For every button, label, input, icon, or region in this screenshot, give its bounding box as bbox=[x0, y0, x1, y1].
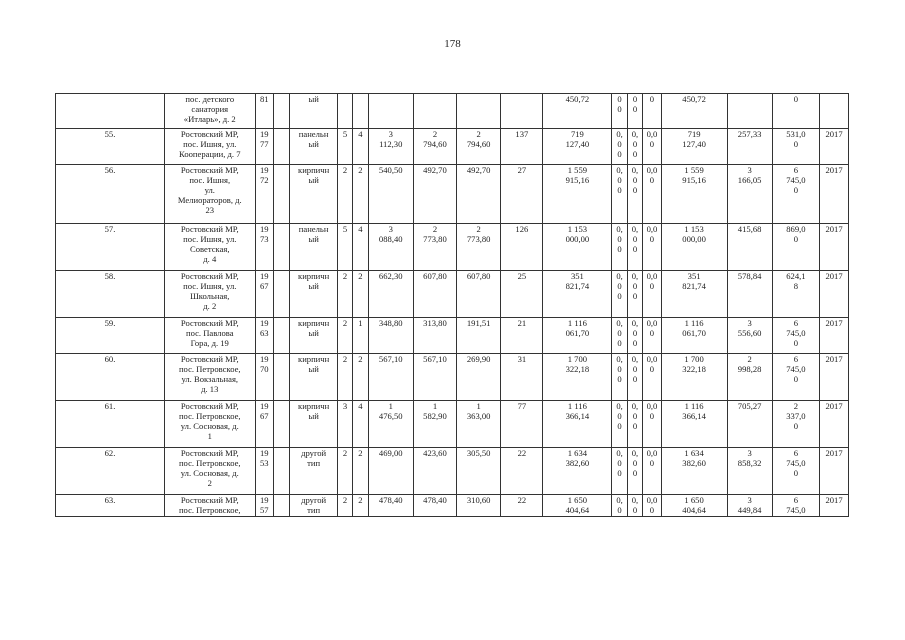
wall-material-cell: кирпичн ый bbox=[290, 271, 337, 318]
total-area-cell: 3 112,30 bbox=[368, 129, 413, 165]
cost-regional-cell: 0, 0 0 bbox=[627, 165, 642, 224]
cost-owners-cell: 450,72 bbox=[661, 94, 727, 129]
living-area-cell: 313,80 bbox=[413, 318, 456, 354]
private-area-cell: 191,51 bbox=[457, 318, 501, 354]
cost-total-cell: 351 821,74 bbox=[543, 271, 612, 318]
cost-owners-cell: 351 821,74 bbox=[661, 271, 727, 318]
blank-cell bbox=[274, 448, 290, 495]
blank-cell bbox=[274, 94, 290, 129]
wall-material-cell: кирпичн ый bbox=[290, 401, 337, 448]
blank-cell bbox=[274, 224, 290, 271]
residents-cell: 137 bbox=[501, 129, 543, 165]
entrances-cell: 4 bbox=[353, 401, 368, 448]
private-area-cell: 269,90 bbox=[457, 354, 501, 401]
entrances-cell: 4 bbox=[353, 224, 368, 271]
row-number: 57. bbox=[56, 224, 165, 271]
entrances-cell: 2 bbox=[353, 271, 368, 318]
total-area-cell: 540,50 bbox=[368, 165, 413, 224]
blank-cell bbox=[274, 495, 290, 517]
address-cell: пос. детского санатория «Итларь», д. 2 bbox=[165, 94, 256, 129]
private-area-cell: 607,80 bbox=[457, 271, 501, 318]
entrances-cell: 4 bbox=[353, 129, 368, 165]
cost-regional-cell: 0, 0 0 bbox=[627, 448, 642, 495]
floors-cell: 3 bbox=[337, 401, 352, 448]
private-area-cell: 310,60 bbox=[457, 495, 501, 517]
floors-cell: 2 bbox=[337, 495, 352, 517]
cost-limit-cell: 0 bbox=[772, 94, 819, 129]
table-row bbox=[56, 318, 849, 354]
address-cell: Ростовский МР, пос. Ишня, ул. Советская, д. 4 bbox=[165, 224, 256, 271]
cost-local-cell: 0,0 0 bbox=[643, 495, 662, 517]
cost-per-sqm-cell: 257,33 bbox=[727, 129, 772, 165]
address-cell: Ростовский МР, пос. Петровское, ул. Сосновая, д. 2 bbox=[165, 448, 256, 495]
private-area-cell: 2 773,80 bbox=[457, 224, 501, 271]
cost-limit-cell: 6 745,0 0 bbox=[772, 165, 819, 224]
completion-year-cell: 2017 bbox=[820, 165, 849, 224]
living-area-cell: 2 794,60 bbox=[413, 129, 456, 165]
cost-regional-cell: 0, 0 0 bbox=[627, 129, 642, 165]
page-number: 178 bbox=[444, 38, 461, 50]
cost-regional-cell: 0, 0 0 bbox=[627, 271, 642, 318]
cost-limit-cell: 2 337,0 0 bbox=[772, 401, 819, 448]
cost-limit-cell: 624,1 8 bbox=[772, 271, 819, 318]
entrances-cell bbox=[353, 94, 368, 129]
row-number: 62. bbox=[56, 448, 165, 495]
blank-cell bbox=[274, 354, 290, 401]
completion-year-cell: 2017 bbox=[820, 401, 849, 448]
cost-local-cell: 0 bbox=[643, 94, 662, 129]
cost-per-sqm-cell: 2 998,28 bbox=[727, 354, 772, 401]
cost-federal-cell: 0, 0 0 bbox=[612, 401, 627, 448]
blank-cell bbox=[274, 165, 290, 224]
floors-cell: 5 bbox=[337, 129, 352, 165]
cost-per-sqm-cell: 3 858,32 bbox=[727, 448, 772, 495]
cost-regional-cell: 0, 0 bbox=[627, 495, 642, 517]
residents-cell: 25 bbox=[501, 271, 543, 318]
cost-per-sqm-cell bbox=[727, 94, 772, 129]
residents-cell: 21 bbox=[501, 318, 543, 354]
completion-year-cell: 2017 bbox=[820, 318, 849, 354]
cost-per-sqm-cell: 578,84 bbox=[727, 271, 772, 318]
year-cell: 19 53 bbox=[255, 448, 274, 495]
year-cell: 19 70 bbox=[255, 354, 274, 401]
cost-regional-cell: 0, 0 0 bbox=[627, 318, 642, 354]
blank-cell bbox=[274, 129, 290, 165]
cost-limit-cell: 6 745,0 bbox=[772, 495, 819, 517]
living-area-cell: 2 773,80 bbox=[413, 224, 456, 271]
residents-cell: 22 bbox=[501, 448, 543, 495]
residents-cell: 77 bbox=[501, 401, 543, 448]
floors-cell: 2 bbox=[337, 354, 352, 401]
cost-federal-cell: 0, 0 0 bbox=[612, 448, 627, 495]
living-area-cell: 423,60 bbox=[413, 448, 456, 495]
private-area-cell: 305,50 bbox=[457, 448, 501, 495]
address-cell: Ростовский МР, пос. Ишня, ул. Школьная, д. 2 bbox=[165, 271, 256, 318]
residents-cell: 31 bbox=[501, 354, 543, 401]
wall-material-cell: кирпичн ый bbox=[290, 318, 337, 354]
entrances-cell: 2 bbox=[353, 165, 368, 224]
living-area-cell: 492,70 bbox=[413, 165, 456, 224]
cost-per-sqm-cell: 3 449,84 bbox=[727, 495, 772, 517]
floors-cell: 2 bbox=[337, 318, 352, 354]
blank-cell bbox=[274, 318, 290, 354]
year-cell: 19 67 bbox=[255, 271, 274, 318]
cost-total-cell: 1 153 000,00 bbox=[543, 224, 612, 271]
row-number: 59. bbox=[56, 318, 165, 354]
row-number: 60. bbox=[56, 354, 165, 401]
address-cell: Ростовский МР, пос. Ишня, ул. Мелиораторов, д. 23 bbox=[165, 165, 256, 224]
cost-federal-cell: 0 0 bbox=[612, 94, 627, 129]
table-row bbox=[56, 224, 849, 271]
floors-cell: 2 bbox=[337, 165, 352, 224]
row-number: 55. bbox=[56, 129, 165, 165]
year-cell: 19 77 bbox=[255, 129, 274, 165]
cost-local-cell: 0,0 0 bbox=[643, 224, 662, 271]
wall-material-cell: другой тип bbox=[290, 495, 337, 517]
completion-year-cell: 2017 bbox=[820, 271, 849, 318]
cost-regional-cell: 0, 0 0 bbox=[627, 224, 642, 271]
table-row bbox=[56, 129, 849, 165]
address-cell: Ростовский МР, пос. Петровское, ул. Вокзальная, д. 13 bbox=[165, 354, 256, 401]
cost-regional-cell: 0, 0 0 bbox=[627, 401, 642, 448]
housing-registry-table bbox=[55, 93, 849, 517]
total-area-cell: 478,40 bbox=[368, 495, 413, 517]
cost-local-cell: 0,0 0 bbox=[643, 318, 662, 354]
cost-total-cell: 1 650 404,64 bbox=[543, 495, 612, 517]
table-row bbox=[56, 448, 849, 495]
living-area-cell bbox=[413, 94, 456, 129]
total-area-cell: 3 088,40 bbox=[368, 224, 413, 271]
entrances-cell: 2 bbox=[353, 354, 368, 401]
address-cell: Ростовский МР, пос. Петровское, ул. Сосновая, д. 1 bbox=[165, 401, 256, 448]
wall-material-cell: другой тип bbox=[290, 448, 337, 495]
cost-local-cell: 0,0 0 bbox=[643, 271, 662, 318]
residents-cell: 22 bbox=[501, 495, 543, 517]
cost-per-sqm-cell: 415,68 bbox=[727, 224, 772, 271]
cost-local-cell: 0,0 0 bbox=[643, 448, 662, 495]
address-cell: Ростовский МР, пос. Павлова Гора, д. 19 bbox=[165, 318, 256, 354]
residents-cell bbox=[501, 94, 543, 129]
cost-local-cell: 0,0 0 bbox=[643, 129, 662, 165]
cost-limit-cell: 531,0 0 bbox=[772, 129, 819, 165]
year-cell: 19 57 bbox=[255, 495, 274, 517]
cost-total-cell: 450,72 bbox=[543, 94, 612, 129]
blank-cell bbox=[274, 271, 290, 318]
private-area-cell: 1 363,00 bbox=[457, 401, 501, 448]
address-cell: Ростовский МР, пос. Ишня, ул. Кооперации, д. 7 bbox=[165, 129, 256, 165]
table-row bbox=[56, 354, 849, 401]
year-cell: 19 73 bbox=[255, 224, 274, 271]
cost-federal-cell: 0, 0 0 bbox=[612, 165, 627, 224]
residents-cell: 126 bbox=[501, 224, 543, 271]
floors-cell: 2 bbox=[337, 271, 352, 318]
floors-cell: 2 bbox=[337, 448, 352, 495]
row-number: 56. bbox=[56, 165, 165, 224]
cost-owners-cell: 1 559 915,16 bbox=[661, 165, 727, 224]
year-cell: 19 67 bbox=[255, 401, 274, 448]
table-row bbox=[56, 495, 849, 517]
cost-federal-cell: 0, 0 bbox=[612, 495, 627, 517]
cost-federal-cell: 0, 0 0 bbox=[612, 318, 627, 354]
completion-year-cell: 2017 bbox=[820, 448, 849, 495]
cost-limit-cell: 6 745,0 0 bbox=[772, 448, 819, 495]
cost-total-cell: 1 700 322,18 bbox=[543, 354, 612, 401]
cost-total-cell: 1 116 061,70 bbox=[543, 318, 612, 354]
wall-material-cell: панельн ый bbox=[290, 224, 337, 271]
floors-cell: 5 bbox=[337, 224, 352, 271]
table-row bbox=[56, 94, 849, 129]
year-cell: 19 72 bbox=[255, 165, 274, 224]
cost-owners-cell: 719 127,40 bbox=[661, 129, 727, 165]
cost-limit-cell: 869,0 0 bbox=[772, 224, 819, 271]
cost-local-cell: 0,0 0 bbox=[643, 354, 662, 401]
row-number: 63. bbox=[56, 495, 165, 517]
cost-limit-cell: 6 745,0 0 bbox=[772, 354, 819, 401]
living-area-cell: 607,80 bbox=[413, 271, 456, 318]
cost-regional-cell: 0 0 bbox=[627, 94, 642, 129]
cost-owners-cell: 1 116 061,70 bbox=[661, 318, 727, 354]
residents-cell: 27 bbox=[501, 165, 543, 224]
entrances-cell: 2 bbox=[353, 448, 368, 495]
cost-federal-cell: 0, 0 0 bbox=[612, 354, 627, 401]
living-area-cell: 1 582,90 bbox=[413, 401, 456, 448]
total-area-cell: 469,00 bbox=[368, 448, 413, 495]
address-cell: Ростовский МР, пос. Петровское, bbox=[165, 495, 256, 517]
wall-material-cell: ый bbox=[290, 94, 337, 129]
cost-total-cell: 1 116 366,14 bbox=[543, 401, 612, 448]
blank-cell bbox=[274, 401, 290, 448]
total-area-cell: 1 476,50 bbox=[368, 401, 413, 448]
cost-owners-cell: 1 650 404,64 bbox=[661, 495, 727, 517]
cost-limit-cell: 6 745,0 0 bbox=[772, 318, 819, 354]
wall-material-cell: кирпичн ый bbox=[290, 354, 337, 401]
year-cell: 81 bbox=[255, 94, 274, 129]
floors-cell bbox=[337, 94, 352, 129]
living-area-cell: 478,40 bbox=[413, 495, 456, 517]
cost-owners-cell: 1 153 000,00 bbox=[661, 224, 727, 271]
wall-material-cell: панельн ый bbox=[290, 129, 337, 165]
total-area-cell: 567,10 bbox=[368, 354, 413, 401]
year-cell: 19 63 bbox=[255, 318, 274, 354]
living-area-cell: 567,10 bbox=[413, 354, 456, 401]
total-area-cell: 662,30 bbox=[368, 271, 413, 318]
row-number: 61. bbox=[56, 401, 165, 448]
private-area-cell bbox=[457, 94, 501, 129]
completion-year-cell: 2017 bbox=[820, 354, 849, 401]
row-number bbox=[56, 94, 165, 129]
table-row bbox=[56, 271, 849, 318]
total-area-cell: 348,80 bbox=[368, 318, 413, 354]
completion-year-cell: 2017 bbox=[820, 224, 849, 271]
cost-local-cell: 0,0 0 bbox=[643, 401, 662, 448]
wall-material-cell: кирпичн ый bbox=[290, 165, 337, 224]
completion-year-cell bbox=[820, 94, 849, 129]
cost-owners-cell: 1 116 366,14 bbox=[661, 401, 727, 448]
cost-regional-cell: 0, 0 0 bbox=[627, 354, 642, 401]
cost-local-cell: 0,0 0 bbox=[643, 165, 662, 224]
cost-per-sqm-cell: 705,27 bbox=[727, 401, 772, 448]
table-row bbox=[56, 165, 849, 224]
entrances-cell: 2 bbox=[353, 495, 368, 517]
cost-total-cell: 719 127,40 bbox=[543, 129, 612, 165]
private-area-cell: 492,70 bbox=[457, 165, 501, 224]
table-row bbox=[56, 401, 849, 448]
cost-total-cell: 1 634 382,60 bbox=[543, 448, 612, 495]
row-number: 58. bbox=[56, 271, 165, 318]
entrances-cell: 1 bbox=[353, 318, 368, 354]
cost-federal-cell: 0, 0 0 bbox=[612, 224, 627, 271]
cost-total-cell: 1 559 915,16 bbox=[543, 165, 612, 224]
private-area-cell: 2 794,60 bbox=[457, 129, 501, 165]
cost-owners-cell: 1 634 382,60 bbox=[661, 448, 727, 495]
cost-per-sqm-cell: 3 556,60 bbox=[727, 318, 772, 354]
cost-per-sqm-cell: 3 166,05 bbox=[727, 165, 772, 224]
total-area-cell bbox=[368, 94, 413, 129]
completion-year-cell: 2017 bbox=[820, 495, 849, 517]
completion-year-cell: 2017 bbox=[820, 129, 849, 165]
cost-federal-cell: 0, 0 0 bbox=[612, 129, 627, 165]
cost-federal-cell: 0, 0 0 bbox=[612, 271, 627, 318]
cost-owners-cell: 1 700 322,18 bbox=[661, 354, 727, 401]
